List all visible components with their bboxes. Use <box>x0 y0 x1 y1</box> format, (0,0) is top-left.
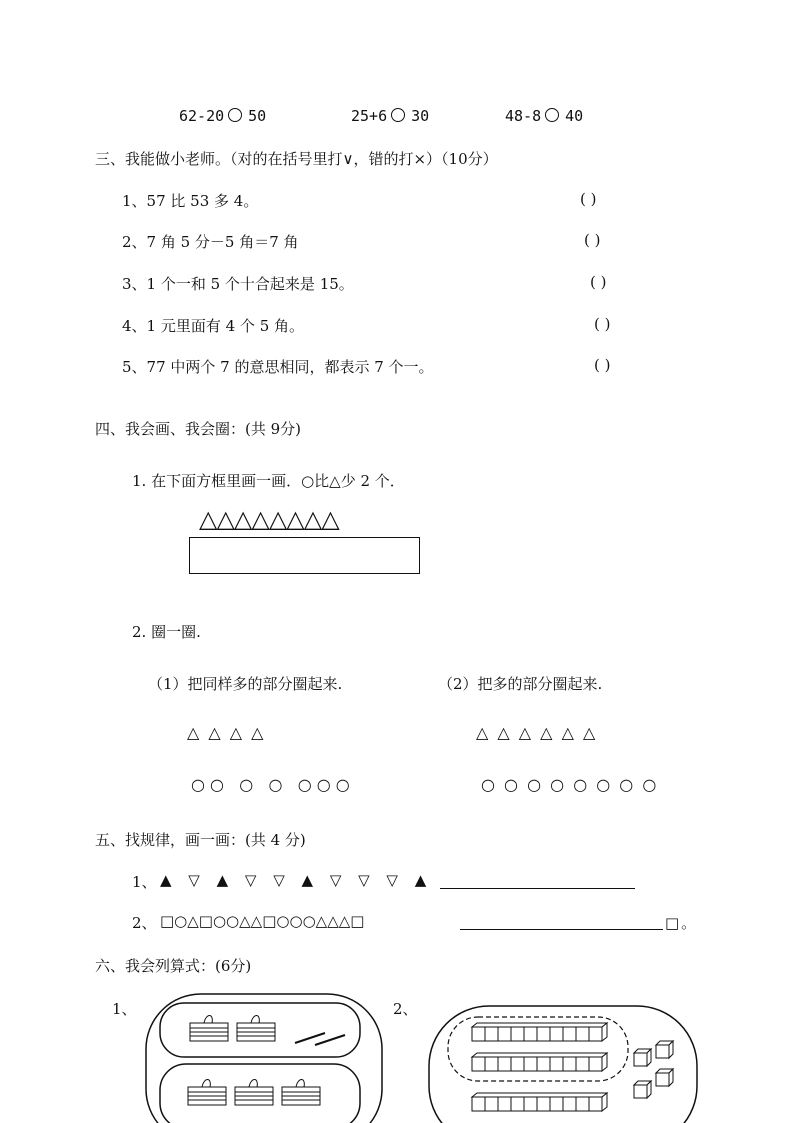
left-circles: ○ ○ ○ ○ ○ ○ ○ <box>191 775 350 794</box>
section6-title: 六、我会列算式：(6分) <box>95 957 252 975</box>
section4-q1: 1. 在下面方框里画一画．○比△少 2 个． <box>132 472 405 490</box>
answer-paren-2[interactable]: ( ) <box>584 231 601 249</box>
stick-bundle-icon <box>190 1016 228 1042</box>
drawing-box[interactable] <box>189 537 420 574</box>
section3-item-1: 1、57 比 53 多 4。 <box>122 192 259 210</box>
unit-cube-icon <box>656 1041 673 1058</box>
section5-item1-seq: ▲ ▽ ▲ ▽ ▽ ▲ ▽ ▽ ▽ ▲ <box>160 871 433 889</box>
section3-title: 三、我能做小老师。（对的在括号里打∨，错的打×）（10分） <box>95 150 498 168</box>
unit-cube-icon <box>656 1069 673 1086</box>
ten-rod-icon <box>472 1023 607 1041</box>
base-ten-blocks-figure <box>428 1005 700 1120</box>
section3-item-5: 5、77 中两个 7 的意思相同，都表示 7 个一。 <box>122 358 434 376</box>
section4-title: 四、我会画、我会圈：(共 9分) <box>95 420 302 438</box>
compare-left: 62-20 <box>179 107 225 125</box>
compare-item-2 <box>351 107 429 125</box>
section5-item2-end: □。 <box>665 914 699 932</box>
unit-cube-icon <box>634 1081 651 1098</box>
section3-item-3: 3、1 个一和 5 个十合起来是 15。 <box>122 275 354 293</box>
compare-left: 25+6 <box>351 107 388 125</box>
section5-title: 五、找规律，画一画：(共 4 分) <box>95 831 306 849</box>
compare-circle[interactable] <box>391 108 405 122</box>
section5-item2-seq: □○△□○○△△□○○○△△△□ <box>160 912 365 930</box>
stick-bundles-figure <box>145 993 385 1123</box>
answer-paren-4[interactable]: ( ) <box>594 315 611 333</box>
section5-item1-label: 1、 <box>132 873 157 891</box>
ten-rod-icon <box>472 1053 607 1071</box>
compare-right: 50 <box>248 107 267 125</box>
compare-left: 48-8 <box>505 107 542 125</box>
stick-bundle-icon <box>235 1080 273 1106</box>
section4-q2-sub1: （1）把同样多的部分圈起来. <box>148 675 343 693</box>
section4-q2: 2. 圈一圈. <box>132 623 201 641</box>
right-circles: ○ ○ ○ ○ ○ ○ ○ ○ <box>481 775 659 794</box>
compare-item-3 <box>505 107 583 125</box>
answer-paren-3[interactable]: ( ) <box>590 273 607 291</box>
left-triangles: △ △ △ △ <box>187 723 266 742</box>
compare-right: 30 <box>411 107 430 125</box>
section3-item-2: 2、7 角 5 分－5 角＝7 角 <box>122 233 299 251</box>
section6-item2-label: 2、 <box>393 1000 418 1018</box>
section5-item2-label: 2、 <box>132 914 157 932</box>
section6-item1-label: 1、 <box>112 1000 137 1018</box>
compare-circle[interactable] <box>545 108 559 122</box>
stick-bundle-icon <box>188 1080 226 1106</box>
q1-triangles: △△△△△△△△ <box>199 505 339 533</box>
stick-bundle-icon <box>237 1016 275 1042</box>
section3-item-4: 4、1 元里面有 4 个 5 角。 <box>122 317 305 335</box>
ten-rod-icon <box>472 1093 607 1111</box>
single-stick-icon <box>295 1033 345 1045</box>
section4-q2-sub2: （2）把多的部分圈起来. <box>438 675 603 693</box>
answer-line-2[interactable] <box>460 929 663 930</box>
answer-line-1[interactable] <box>440 888 635 889</box>
right-triangles: △ △ △ △ △ △ <box>476 723 598 742</box>
compare-item-1 <box>179 107 266 125</box>
stick-bundle-icon <box>282 1080 320 1106</box>
compare-right: 40 <box>565 107 584 125</box>
compare-circle[interactable] <box>228 108 242 122</box>
unit-cube-icon <box>634 1049 651 1066</box>
answer-paren-1[interactable]: ( ) <box>580 190 597 208</box>
answer-paren-5[interactable]: ( ) <box>594 356 611 374</box>
